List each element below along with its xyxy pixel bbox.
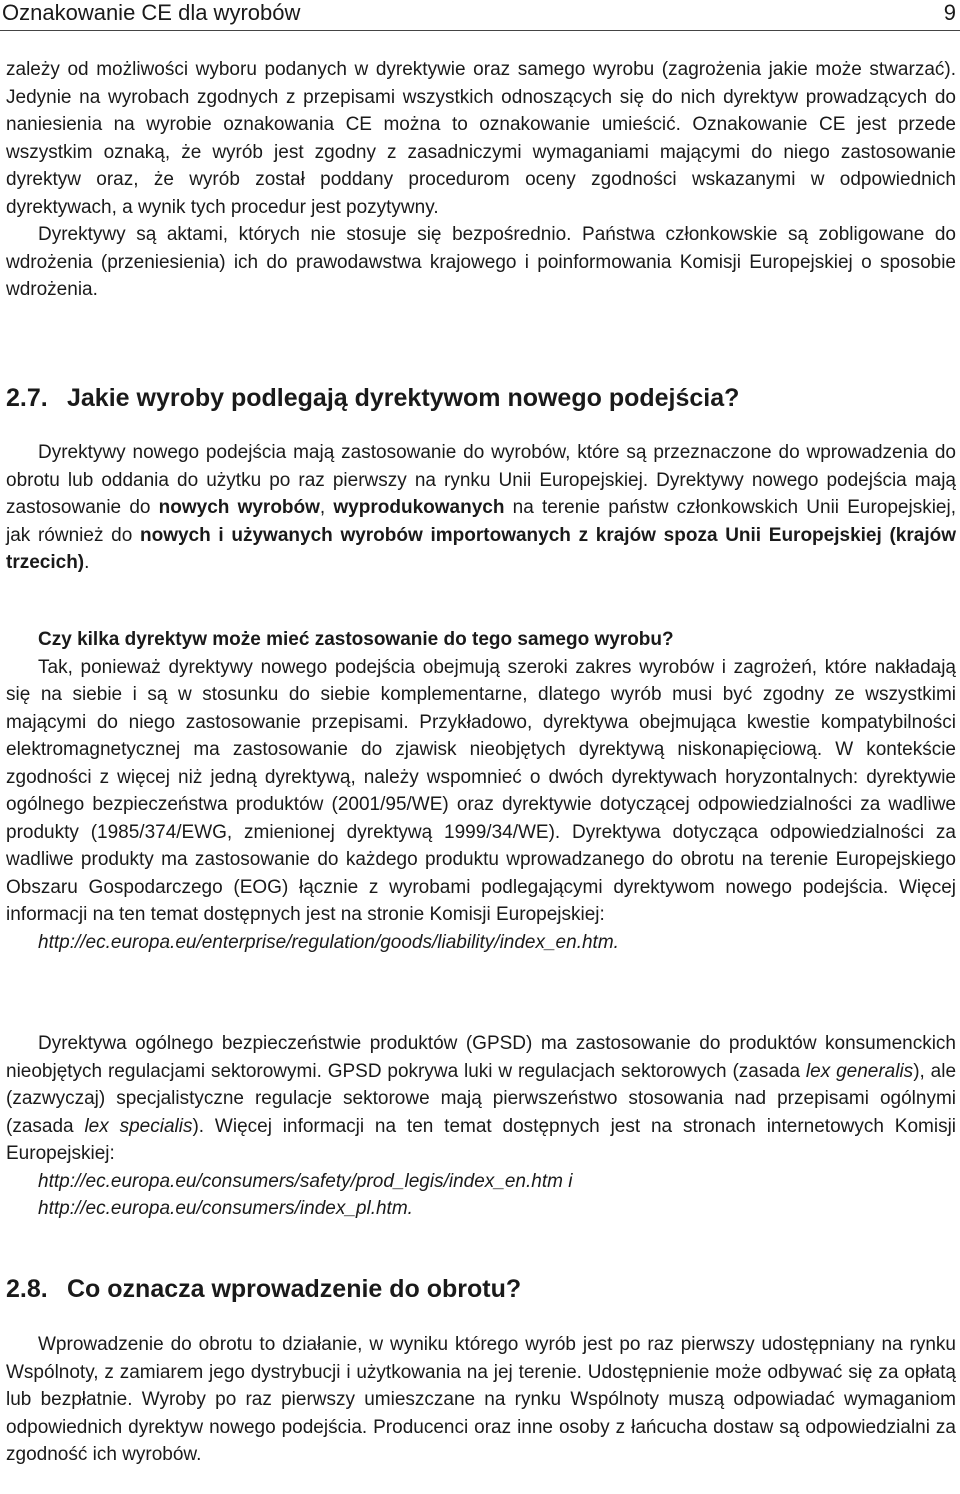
section-number: 2.8. bbox=[6, 1275, 48, 1303]
text-run: ), ale (zazwyczaj) specjalistyczne regulacje sektorowe mają pierwszeństwo stosowania nad przepisami ogólnymi (zasada bbox=[6, 1060, 957, 1137]
intro-paragraph-2: Dyrektywy są aktami, których nie stosuje się bezpośrednio. Państwa członkowskie są zobligowane do wdrożenia (przeniesienia) ich do prawodawstwa krajowego i poinformowania Komisji Europejskiej o sposobie wdrożenia. bbox=[6, 224, 956, 300]
section-2-7-paragraph-2: Tak, ponieważ dyrektywy nowego podejścia obejmują szeroki zakres wyrobów i zagrożeń, które nakładają się na siebie i są w stosunku do siebie komplementarne, dlatego wyrób musi być zgodny ze wszystkimi mającymi do niego zastosowanie przepisami. Przykładowo, dyrektywa obejmująca kwestie kompatybilności elektromagnetycznej ma zastosowanie do zjawisk nieobjętych dyrektywą niskonapięciową. W kontekście zgodności z więcej niż jedną dyrektywą, należy wspomnieć o dwóch dyrektywach horyzontalnych: dyrektywie ogólnego bezpieczeństwa produktów (2001/95/WE) oraz dyrektywie dotyczącej odpowiedzialności za wadliwe produkty (1985/374/EWG, zmienionej dyrektywą 1999/34/WE). Dyrektywa dotycząca odpowiedzialności za wadliwe produkty ma zastosowanie do każdego produktu wprowadzanego do obrotu na terenie Europejskiego Obszaru Gospodarczego (EOG) łącznie z wyrobami podlegającymi dyrektywom nowego podejścia. Więcej informacji na ten temat dostępnych jest na stronie Komisji Europejskiej: bbox=[6, 656, 956, 925]
url-link[interactable]: http://ec.europa.eu/consumers/index_pl.htm. bbox=[38, 1198, 413, 1219]
bold-text: nowych i używanych wyrobów importowanych z krajów spoza Unii Europejskiej (krajów trzecich) bbox=[6, 524, 956, 573]
subheading: Czy kilka dyrektyw może mieć zastosowanie do tego samego wyrobu? bbox=[38, 629, 674, 650]
italic-text: lex specialis bbox=[84, 1115, 193, 1137]
page-header bbox=[0, 0, 960, 31]
section-2-8-paragraph-1: Wprowadzenie do obrotu to działanie, w wyniku którego wyrób jest po raz pierwszy udostępniany na rynku Wspólnoty, z zamiarem jego dystrybucji i użytkowania na jej terenie. Udostępnienie może odbywać się za opłatą lub bezpłatnie. Wyroby po raz pierwszy umieszczane na rynku Wspólnoty muszą odpowiadać wymaganiom odpowiednich dyrektyw nowego podejścia. Producenci oraz inne osoby z łańcucha dostaw są odpowiedzialni za zgodność ich wyrobów. bbox=[6, 1334, 956, 1465]
section-heading-2-8 bbox=[6, 1274, 521, 1304]
section-2-7-body-continued bbox=[6, 626, 956, 956]
text-run: ). Więcej informacji na ten temat dostępnych jest na stronach internetowych Komisji Europejskiej: bbox=[6, 1115, 957, 1164]
running-title: Oznakowanie CE dla wyrobów bbox=[2, 0, 301, 25]
section-2-7-body-gpsd bbox=[6, 1030, 956, 1223]
text-run: Dyrektywy nowego podejścia mają zastosowanie do wyrobów, które są przeznaczone do wprowadzenia do obrotu lub oddania do użytku po raz pierwszy na rynku Unii Europejskiej. Dyrektywy nowego podejścia mają zastosowanie do bbox=[6, 442, 956, 518]
italic-text: lex generalis bbox=[805, 1060, 914, 1082]
url-link[interactable]: http://ec.europa.eu/consumers/safety/prod_legis/index_en.htm i bbox=[38, 1170, 573, 1192]
section-title: Jakie wyroby podlegają dyrektywom nowego podejścia? bbox=[67, 384, 740, 412]
url-link[interactable]: http://ec.europa.eu/enterprise/regulation/goods/liability/index_en.htm. bbox=[38, 931, 619, 953]
section-2-8-body bbox=[6, 1331, 956, 1469]
text-run: , bbox=[319, 497, 334, 518]
text-run: na terenie państw członkowskich Unii Europejskiej, jak również do bbox=[6, 497, 956, 546]
bold-text: nowych wyrobów bbox=[158, 497, 320, 518]
intro-paragraph-1: zależy od możliwości wyboru podanych w dyrektywie oraz samego wyrobu (zagrożenia jakie może stwarzać). Jedynie na wyrobach zgodnych z przepisami wszystkich odnoszących się do nich dyrektyw prowadzących do naniesienia na wyrobie oznakowania CE można to oznakowanie umieścić. Oznakowanie CE jest przede wszystkim oznaką, że wyrób jest zgodny z zasadniczymi wymaganiami mającymi do niego zastosowanie dyrektyw oraz, że wyrób został poddany procedurom oceny zgodności wskazanymi w odpowiednich dyrektywach, a wynik tych procedur jest pozytywny. bbox=[6, 59, 956, 218]
section-number: 2.7. bbox=[6, 384, 48, 412]
section-2-7-paragraph-3 bbox=[6, 1030, 956, 1168]
text-run: Dyrektywa ogólnego bezpieczeństwie produktów (GPSD) ma zastosowanie do produktów konsumenckich nieobjętych regulacjami sektorowymi. GPSD pokrywa luki w regulacjach sektorowych (zasada bbox=[6, 1033, 956, 1082]
text-run: . bbox=[84, 552, 90, 573]
bold-text: wyprodukowanych bbox=[333, 497, 505, 518]
section-2-7-paragraph-1 bbox=[6, 439, 956, 577]
section-heading-2-7 bbox=[6, 383, 739, 413]
section-title: Co oznacza wprowadzenie do obrotu? bbox=[67, 1275, 522, 1303]
page-number: 9 bbox=[943, 0, 956, 25]
section-2-7-body bbox=[6, 439, 956, 577]
intro-section bbox=[6, 56, 956, 304]
